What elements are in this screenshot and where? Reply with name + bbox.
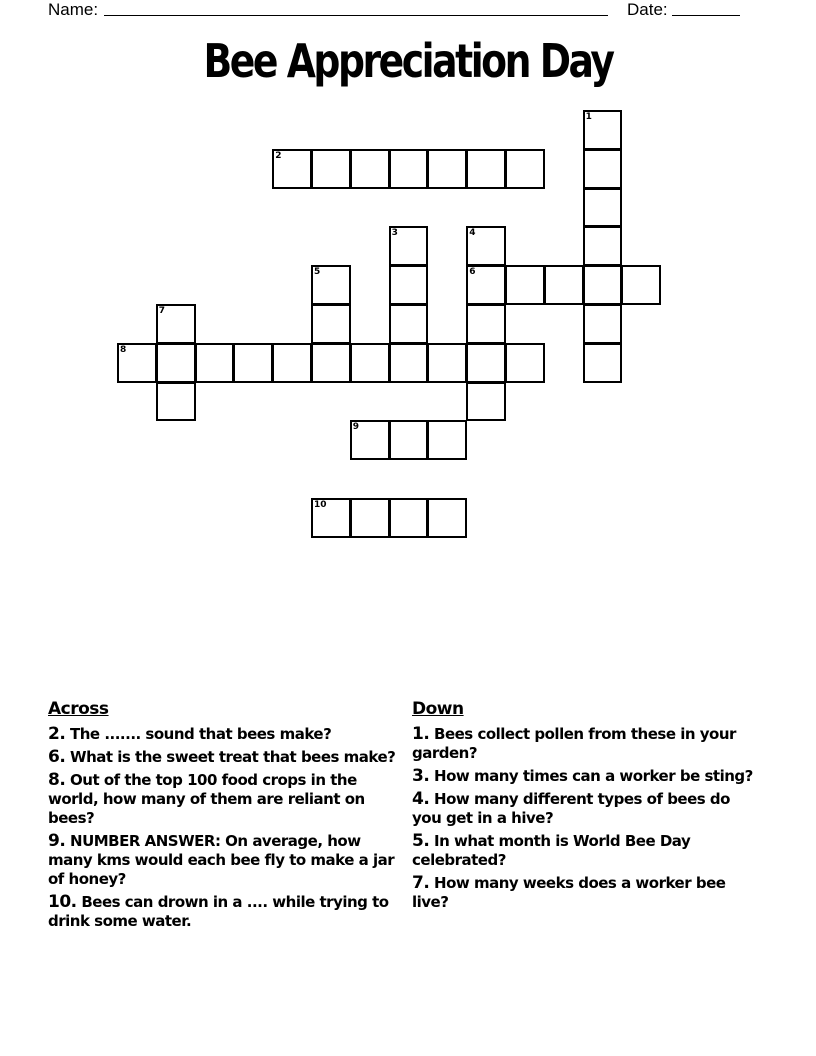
crossword-cell[interactable] [466,226,506,266]
down-clue-list [412,725,762,912]
clue-number: 1. [412,724,430,744]
across-clue [48,832,398,889]
down-clues [412,700,762,916]
crossword-cell[interactable] [389,226,429,266]
across-clue [48,748,398,767]
crossword-cell[interactable] [156,382,196,422]
crossword-cell[interactable] [505,149,545,189]
crossword-cell[interactable] [311,265,351,305]
clue-text: How many times can a worker be sting? [429,767,753,785]
clue-number: 5. [412,831,430,851]
crossword-cell[interactable] [350,498,390,538]
crossword-cell[interactable] [311,304,351,344]
crossword-cell[interactable] [272,149,312,189]
crossword-cell[interactable] [583,226,623,266]
crossword-cell[interactable] [583,304,623,344]
crossword-cell[interactable] [389,304,429,344]
crossword-cell[interactable] [311,149,351,189]
crossword-cell[interactable] [583,149,623,189]
clue-number: 2. [48,724,66,744]
page-title: Bee Appreciation Day [203,34,613,88]
crossword-cell[interactable] [621,265,661,305]
crossword-cell[interactable] [156,343,196,383]
across-heading: Across [48,699,109,719]
crossword-cell[interactable] [350,420,390,460]
crossword-cell[interactable] [117,343,157,383]
clue-number: 10. [48,892,77,912]
crossword-cell[interactable] [311,498,351,538]
clue-text: The ....... sound that bees make? [65,725,332,743]
across-clue [48,771,398,828]
clue-number: 10 [314,500,327,510]
across-clue [48,725,398,744]
clue-number: 4 [469,228,476,239]
clue-text: How many different types of bees do you get in a hive? [412,790,730,827]
crossword-cell[interactable] [389,420,429,460]
crossword-cell[interactable] [583,188,623,228]
clue-number: 3. [412,766,430,786]
crossword-cell[interactable] [389,265,429,305]
clue-number: 6. [48,747,66,767]
down-clue [412,725,762,763]
crossword-cell[interactable] [466,382,506,422]
crossword-cell[interactable] [466,265,506,305]
down-clue [412,874,762,912]
down-clue [412,832,762,870]
clue-text: Bees collect pollen from these in your garden? [412,725,736,762]
crossword-cell[interactable] [156,304,196,344]
crossword-cell[interactable] [583,343,623,383]
clue-text: Out of the top 100 food crops in the world, how many of them are reliant on bees? [48,771,365,827]
crossword-cell[interactable] [233,343,273,383]
crossword-cell[interactable] [311,343,351,383]
crossword-cell[interactable] [195,343,235,383]
crossword-cell[interactable] [389,343,429,383]
crossword-cell[interactable] [583,265,623,305]
clue-number: 4. [412,789,430,809]
clue-text: In what month is World Bee Day celebrated? [412,832,691,869]
crossword-cell[interactable] [427,343,467,383]
across-clue [48,893,398,931]
clue-number: 7 [158,306,166,316]
down-heading: Down [412,699,464,719]
clue-text: Bees can drown in a .... while trying to drink some water. [48,893,389,930]
crossword-cell[interactable] [427,149,467,189]
crossword-cell[interactable] [427,420,467,460]
crossword-cell[interactable] [583,110,623,150]
crossword-cell[interactable] [350,149,390,189]
clue-text: What is the sweet treat that bees make? [65,748,396,766]
down-clue [412,790,762,828]
crossword-cell[interactable] [350,343,390,383]
clue-number: 3 [391,228,398,239]
clue-number: 9. [48,831,66,851]
crossword-cell[interactable] [505,343,545,383]
clue-number: 8. [48,770,66,790]
crossword-cell[interactable] [466,343,506,383]
crossword-cell[interactable] [427,498,467,538]
clue-number: 1 [585,112,592,122]
crossword-cell[interactable] [466,149,506,189]
down-clue [412,767,762,786]
clue-text: How many weeks does a worker bee live? [412,874,726,911]
crossword-cell[interactable] [544,265,584,305]
clue-text: NUMBER ANSWER: On average, how many kms would each bee fly to make a jar of honey? [48,832,395,888]
crossword-cell[interactable] [389,149,429,189]
crossword-cell[interactable] [272,343,312,383]
crossword-cell[interactable] [466,304,506,344]
clue-number: 9 [352,422,360,433]
clue-number: 7. [412,873,430,893]
across-clue-list [48,725,398,931]
across-clues [48,700,398,935]
crossword-cell[interactable] [389,498,429,538]
clue-number: 8 [120,344,127,355]
clue-number: 5 [314,267,321,278]
name-label: Name: [48,0,99,19]
crossword-cell[interactable] [505,265,545,305]
clue-number: 2 [275,150,282,161]
date-label: Date: [627,0,668,19]
clue-number: 6 [469,267,476,278]
